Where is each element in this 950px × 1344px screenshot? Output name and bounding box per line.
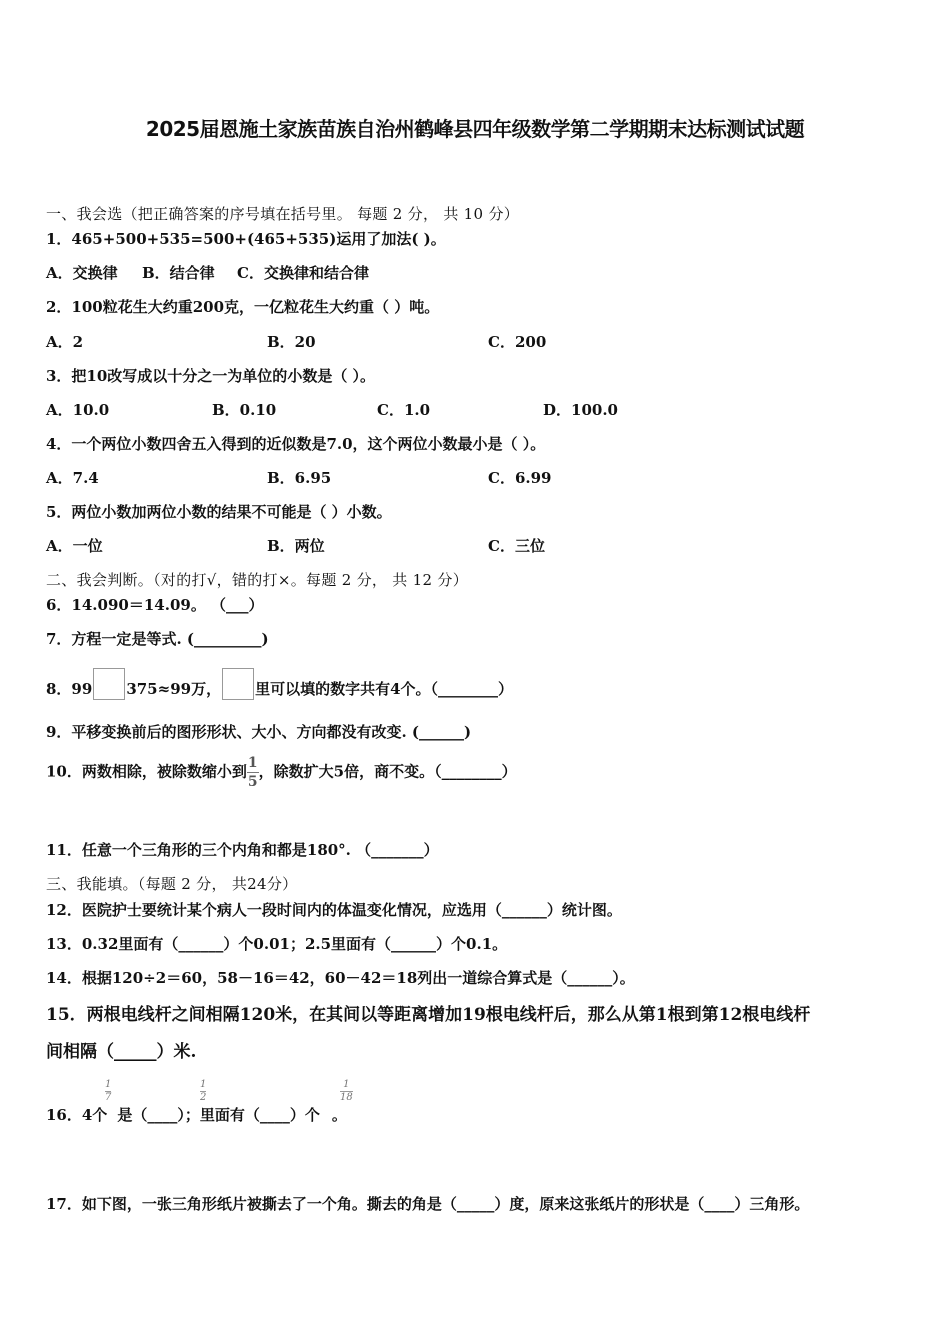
question-8: 8．99 375≈99万， 里可以填的数字共有4个。（________）	[46, 668, 513, 700]
question-10: 10．两数相除，被除数缩小到 $\frac{1}{5}$ ，除数扩大5倍，商不变。（________）	[46, 755, 517, 790]
question-6: 6．14.090＝14.09。 （___）	[46, 596, 264, 614]
question-5: 5．两位小数加两位小数的结果不可能是（ ）小数。	[46, 503, 392, 521]
q2-option-a: A．2	[46, 333, 84, 351]
q3-option-b: B．0.10	[212, 401, 277, 419]
section-2-heading: 二、我会判断。（对的打√，错的打×。每题 2 分， 共 12 分）	[46, 571, 468, 589]
question-15-line-2: 间相隔（_____）米.	[46, 1042, 197, 1062]
question-3: 3．把10改写成以十分之一为单位的小数是（ ）。	[46, 367, 376, 385]
q2-option-b: B．20	[267, 333, 316, 351]
page-title: 2025届恩施土家族苗族自治州鹤峰县四年级数学第二学期期末达标测试试题	[145, 117, 805, 141]
fraction-one-seventh: 1 7	[105, 1079, 112, 1103]
fraction-one-fifth: $\frac{1}{5}$	[247, 755, 258, 790]
q3-option-a: A．10.0	[46, 401, 110, 419]
section-1-heading: 一、我会选（把正确答案的序号填在括号里。 每题 2 分， 共 10 分）	[46, 205, 520, 223]
q3-option-d: D．100.0	[543, 401, 618, 419]
question-4: 4．一个两位小数四舍五入得到的近似数是7.0，这个两位小数最小是（ ）。	[46, 435, 546, 453]
q3-option-c: C．1.0	[377, 401, 431, 419]
blank-box	[222, 668, 254, 700]
question-11: 11．任意一个三角形的三个内角和都是180°. （_______）	[46, 841, 439, 859]
question-17: 17．如下图，一张三角形纸片被撕去了一个角。撕去的角是（_____）度，原来这张纸片的形状是（____）三角形。	[46, 1195, 810, 1213]
question-16: 16．4个 是（____）；里面有（____）个 。	[46, 1106, 347, 1124]
q5-option-c: C．三位	[488, 537, 545, 555]
q5-option-b: B．两位	[267, 537, 325, 555]
q2-option-c: C．200	[488, 333, 547, 351]
question-15-line-1: 15．两根电线杆之间相隔120米，在其间以等距离增加19根电线杆后，那么从第1根到第12根电线杆	[46, 1005, 811, 1025]
fraction-one-eighteenth: 1 18	[340, 1079, 353, 1103]
question-14: 14．根据120÷2＝60，58－16＝42，60－42＝18列出一道综合算式是（______）。	[46, 969, 635, 987]
q4-option-b: B．6.95	[267, 469, 332, 487]
blank-box	[93, 668, 125, 700]
question-7: 7．方程一定是等式. (_________)	[46, 630, 269, 648]
question-13: 13．0.32里面有（______）个0.01；2.5里面有（______）个0.1。	[46, 935, 508, 953]
fraction-one-half: 1 2	[200, 1079, 207, 1103]
q4-option-c: C．6.99	[488, 469, 552, 487]
question-2: 2．100粒花生大约重200克，一亿粒花生大约重（ ）吨。	[46, 298, 440, 316]
section-3-heading: 三、我能填。（每题 2 分， 共24分）	[46, 875, 298, 893]
q4-option-a: A．7.4	[46, 469, 99, 487]
q1-option-b: B．结合律	[142, 264, 215, 282]
q5-option-a: A．一位	[46, 537, 103, 555]
question-1: 1．465+500+535=500+(465+535)运用了加法( )。	[46, 230, 446, 248]
question-12: 12．医院护士要统计某个病人一段时间内的体温变化情况，应选用（______）统计图。	[46, 901, 622, 919]
question-9: 9．平移变换前后的图形形状、大小、方向都没有改变. (______)	[46, 723, 472, 741]
q1-option-a: A．交换律	[46, 264, 118, 282]
q1-option-c: C．交换律和结合律	[237, 264, 369, 282]
